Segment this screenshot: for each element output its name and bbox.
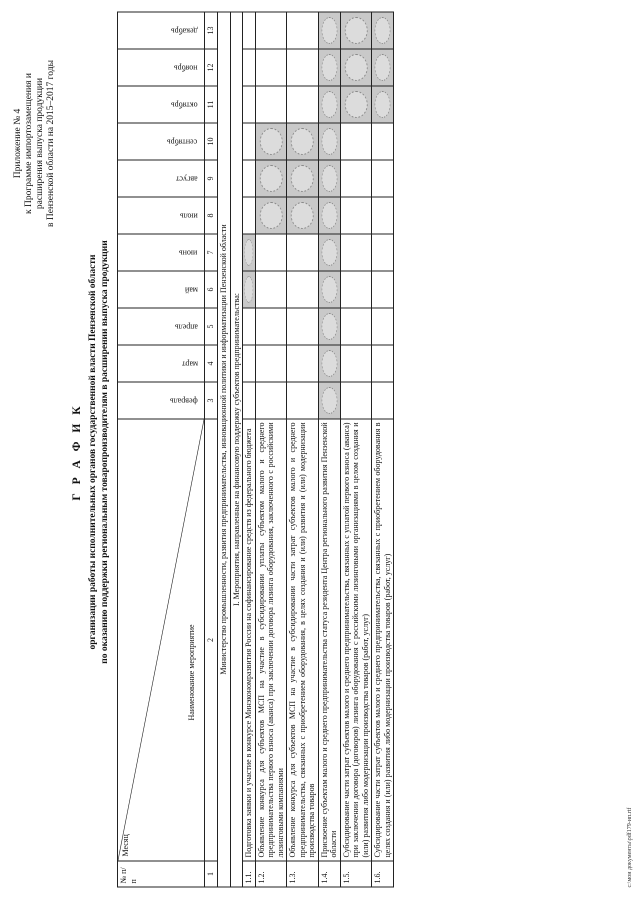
schedule-mark-cell bbox=[318, 197, 340, 234]
appendix-line: в Пензенской области на 2015–2017 годы bbox=[46, 60, 56, 227]
schedule-empty-cell bbox=[287, 49, 319, 86]
table-row bbox=[318, 12, 340, 887]
appendix-line: расширения выпуска продукции bbox=[35, 77, 45, 210]
month-label: сентябрь bbox=[167, 137, 198, 147]
schedule-empty-cell bbox=[340, 197, 372, 234]
schedule-empty-cell bbox=[255, 12, 287, 49]
schedule-mark-cell bbox=[318, 160, 340, 197]
schedule-empty-cell bbox=[287, 308, 319, 345]
column-number: 4 bbox=[205, 345, 218, 382]
section-row bbox=[230, 12, 243, 887]
table-row bbox=[340, 12, 372, 887]
column-number: 6 bbox=[205, 271, 218, 308]
column-number: 7 bbox=[205, 234, 218, 271]
row-number: 1.6. bbox=[372, 861, 394, 887]
row-number: 1.4. bbox=[318, 861, 340, 887]
schedule-mark-cell bbox=[287, 123, 319, 160]
schedule-empty-cell bbox=[340, 123, 372, 160]
month-header-cell bbox=[118, 345, 205, 382]
schedule-mark bbox=[319, 13, 340, 49]
month-header-cell bbox=[118, 160, 205, 197]
column-number: 5 bbox=[205, 308, 218, 345]
month-label: март bbox=[181, 359, 198, 369]
row-number: 1.2. bbox=[255, 861, 287, 887]
row-number: 1.3. bbox=[287, 861, 319, 887]
schedule-mark-cell bbox=[318, 308, 340, 345]
schedule-empty-cell bbox=[340, 271, 372, 308]
schedule-mark bbox=[372, 87, 393, 123]
schedule-empty-cell bbox=[340, 234, 372, 271]
month-header-cell bbox=[118, 234, 205, 271]
schedule-empty-cell bbox=[372, 345, 394, 382]
schedule-mark-cell bbox=[255, 160, 287, 197]
month-header-cell bbox=[118, 308, 205, 345]
row-number: 1.5. bbox=[340, 861, 372, 887]
schedule-empty-cell bbox=[372, 271, 394, 308]
schedule-mark bbox=[372, 50, 393, 86]
title-sub-1: организации работы исполнительных органов государственной власти Пензенской области bbox=[88, 254, 98, 650]
schedule-table bbox=[117, 12, 394, 888]
schedule-empty-cell bbox=[372, 234, 394, 271]
month-header-cell bbox=[118, 382, 205, 419]
column-number-row bbox=[205, 12, 218, 887]
schedule-mark bbox=[319, 198, 340, 234]
schedule-empty-cell bbox=[255, 345, 287, 382]
schedule-mark-cell bbox=[255, 197, 287, 234]
title-sub-2: по оказанию поддержки региональным товаропроизводителям в расширении выпуска продукции bbox=[100, 240, 110, 664]
schedule-mark-cell bbox=[318, 12, 340, 49]
schedule-empty-cell bbox=[372, 382, 394, 419]
schedule-empty-cell bbox=[243, 123, 256, 160]
row-activity: Субсидирование части затрат субъектов малого и среднего предпринимательства, связанных с приобретением оборудования в целях создания и (или) развития либо модернизации производства товаров (работ, услуг) bbox=[372, 419, 394, 861]
schedule-mark-cell bbox=[318, 382, 340, 419]
file-path-footer: c:\мои документы\pdf179-ип.rtf bbox=[627, 807, 633, 888]
month-header-cell bbox=[118, 49, 205, 86]
table-row bbox=[372, 12, 394, 887]
schedule-mark bbox=[287, 124, 318, 160]
month-header-cell bbox=[118, 271, 205, 308]
schedule-mark bbox=[319, 50, 340, 86]
schedule-mark bbox=[341, 87, 372, 123]
schedule-empty-cell bbox=[243, 197, 256, 234]
schedule-mark-cell bbox=[372, 86, 394, 123]
schedule-mark bbox=[372, 13, 393, 49]
column-number: 13 bbox=[205, 12, 218, 49]
ministry-row bbox=[218, 12, 231, 887]
schedule-mark bbox=[319, 309, 340, 345]
month-label: ноябрь bbox=[173, 63, 198, 73]
schedule-mark-cell bbox=[287, 160, 319, 197]
month-label: декабрь bbox=[170, 26, 198, 36]
schedule-empty-cell bbox=[243, 86, 256, 123]
schedule-mark bbox=[319, 272, 340, 308]
schedule-mark-cell bbox=[287, 197, 319, 234]
header-name-label: Наименование мероприятие bbox=[186, 624, 196, 721]
schedule-empty-cell bbox=[340, 308, 372, 345]
schedule-mark bbox=[256, 124, 287, 160]
schedule-empty-cell bbox=[372, 197, 394, 234]
schedule-empty-cell bbox=[340, 382, 372, 419]
schedule-empty-cell bbox=[243, 382, 256, 419]
schedule-empty-cell bbox=[243, 160, 256, 197]
header-month-label: Месяц bbox=[121, 834, 130, 857]
schedule-mark bbox=[243, 235, 255, 271]
row-activity: Объявление конкурса для субъектов МСП на участие в субсидировании части затрат субъектов малого и среднего предпринимательства, связанных с приобретением оборудования, в целях создания и (или) развития и (или) модернизации производства товаров bbox=[287, 419, 319, 861]
month-label: май bbox=[184, 285, 198, 295]
schedule-empty-cell bbox=[243, 345, 256, 382]
table-row bbox=[287, 12, 319, 887]
schedule-empty-cell bbox=[255, 382, 287, 419]
schedule-mark-cell bbox=[372, 12, 394, 49]
schedule-mark bbox=[341, 13, 372, 49]
column-number: 10 bbox=[205, 123, 218, 160]
schedule-empty-cell bbox=[243, 49, 256, 86]
title-main: Г Р А Ф И К bbox=[71, 403, 83, 501]
schedule-mark-cell bbox=[318, 86, 340, 123]
schedule-empty-cell bbox=[340, 160, 372, 197]
section-title: I. Мероприятия, направленные на финансовую поддержку субъектов предпринимательства: bbox=[230, 12, 243, 887]
schedule-empty-cell bbox=[287, 86, 319, 123]
schedule-empty-cell bbox=[255, 308, 287, 345]
table-row bbox=[243, 12, 256, 887]
month-header-cell bbox=[118, 197, 205, 234]
schedule-empty-cell bbox=[287, 271, 319, 308]
schedule-mark bbox=[243, 272, 255, 308]
schedule-mark-cell bbox=[243, 271, 256, 308]
schedule-mark-cell bbox=[318, 345, 340, 382]
ministry-name: Министерство промышленности, развития предпринимательства, инновационной политики и информатизации Пензенской области bbox=[218, 12, 231, 887]
appendix-header bbox=[13, 29, 57, 259]
month-label: февраль bbox=[169, 396, 198, 406]
schedule-mark-cell bbox=[340, 86, 372, 123]
month-label: октябрь bbox=[170, 100, 198, 110]
row-activity: Присвоение субъектам малого и среднего предпринимательства статуса резидента Центра регионального развития Пензенской области bbox=[318, 419, 340, 861]
schedule-mark bbox=[319, 161, 340, 197]
row-number: 1.1. bbox=[243, 861, 256, 887]
schedule-empty-cell bbox=[255, 271, 287, 308]
header-no-label: № п/п bbox=[119, 867, 138, 884]
schedule-mark-cell bbox=[372, 49, 394, 86]
row-activity: Объявление конкурса для субъектов МСП на участие в субсидировании уплаты субъектом малого и среднего предпринимательства первого взноса (аванса) при заключении договора лизинга оборудования, заключенного с российскими лизинговыми компаниями bbox=[255, 419, 287, 861]
schedule-empty-cell bbox=[287, 234, 319, 271]
row-activity: Субсидирование части затрат субъектов малого и среднего предпринимательства, связанных с уплатой первого взноса (аванса) при заключении договора (договоров) лизинга оборудования с российскими лизинговыми организациями в целом создания и (или) развития либо модернизации производства товаров (работ, услуг) bbox=[340, 419, 372, 861]
column-number: 1 bbox=[205, 861, 218, 887]
schedule-empty-cell bbox=[287, 345, 319, 382]
header-row bbox=[118, 12, 205, 887]
schedule-mark bbox=[256, 161, 287, 197]
column-number: 2 bbox=[205, 419, 218, 861]
schedule-mark bbox=[319, 124, 340, 160]
schedule-mark-cell bbox=[318, 271, 340, 308]
month-header-cell bbox=[118, 123, 205, 160]
month-header-cell bbox=[118, 86, 205, 123]
schedule-mark bbox=[319, 87, 340, 123]
appendix-line: к Программе импортозамещения и bbox=[24, 73, 34, 214]
schedule-empty-cell bbox=[372, 308, 394, 345]
schedule-empty-cell bbox=[372, 160, 394, 197]
schedule-mark-cell bbox=[243, 234, 256, 271]
month-label: август bbox=[175, 174, 198, 184]
schedule-mark-cell bbox=[340, 12, 372, 49]
schedule-empty-cell bbox=[255, 234, 287, 271]
header-no bbox=[118, 861, 205, 887]
schedule-mark-cell bbox=[318, 234, 340, 271]
schedule-empty-cell bbox=[287, 12, 319, 49]
month-label: июль bbox=[179, 211, 198, 221]
schedule-mark bbox=[256, 198, 287, 234]
schedule-empty-cell bbox=[372, 123, 394, 160]
schedule-mark bbox=[319, 235, 340, 271]
column-number: 12 bbox=[205, 49, 218, 86]
schedule-mark-cell bbox=[255, 123, 287, 160]
schedule-mark bbox=[287, 161, 318, 197]
schedule-empty-cell bbox=[243, 12, 256, 49]
schedule-empty-cell bbox=[340, 345, 372, 382]
document-title bbox=[71, 5, 111, 900]
schedule-mark-cell bbox=[340, 49, 372, 86]
schedule-empty-cell bbox=[255, 86, 287, 123]
schedule-mark bbox=[319, 346, 340, 382]
schedule-mark bbox=[287, 198, 318, 234]
table-row bbox=[255, 12, 287, 887]
schedule-mark bbox=[341, 50, 372, 86]
schedule-mark-cell bbox=[318, 49, 340, 86]
column-number: 8 bbox=[205, 197, 218, 234]
row-activity: Подготовка заявки и участие в конкурсе Минэкономразвития России на софинансирование средств из федерального бюджета bbox=[243, 419, 256, 861]
schedule-empty-cell bbox=[255, 49, 287, 86]
schedule-mark-cell bbox=[318, 123, 340, 160]
schedule-mark bbox=[319, 383, 340, 419]
column-number: 9 bbox=[205, 160, 218, 197]
header-month-name bbox=[118, 419, 205, 861]
appendix-line: Приложение № 4 bbox=[13, 108, 23, 179]
month-header-cell bbox=[118, 12, 205, 49]
month-label: июнь bbox=[179, 248, 198, 258]
schedule-empty-cell bbox=[243, 308, 256, 345]
column-number: 11 bbox=[205, 86, 218, 123]
month-label: апрель bbox=[174, 322, 198, 332]
landscape-sheet bbox=[5, 5, 635, 900]
column-number: 3 bbox=[205, 382, 218, 419]
schedule-empty-cell bbox=[287, 382, 319, 419]
